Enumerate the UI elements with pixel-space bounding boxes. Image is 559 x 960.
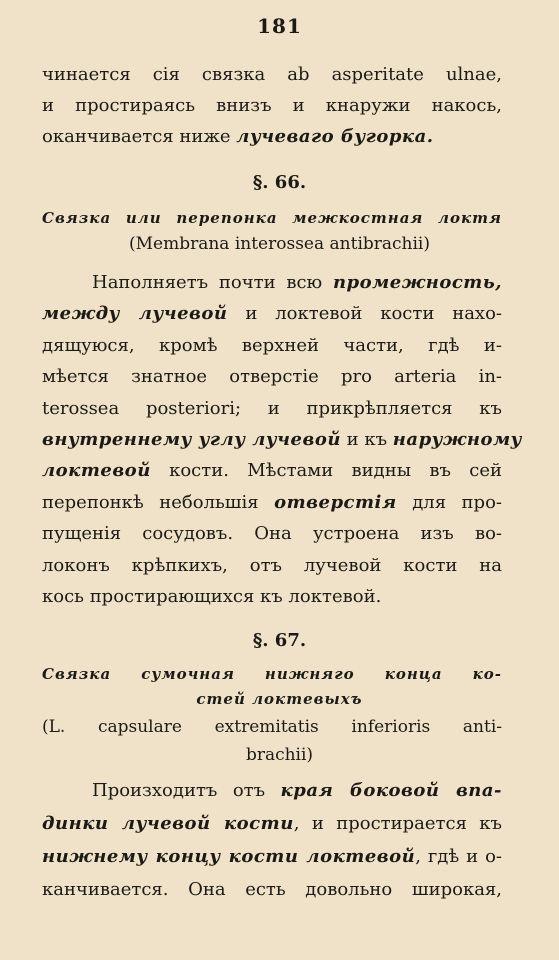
italic-term: нижнему концу кости локтевой <box>42 846 416 867</box>
section-heading-67-cont: стей локтевыхъ <box>196 690 363 708</box>
text-line <box>42 429 522 451</box>
text-line: кось простирающихся къ локтевой. <box>42 586 382 607</box>
text-line <box>92 780 502 802</box>
text-run: оканчивается ниже <box>42 126 237 147</box>
italic-term: отверстія <box>274 491 397 513</box>
text-line <box>42 523 502 545</box>
text-run: локонъ крѣпкихъ, отъ лучевой кости на <box>42 554 502 576</box>
text-run: terossea posteriori; и прикрѣпляется къ <box>42 397 502 419</box>
text-run: , и простирается къ <box>293 813 503 834</box>
text-line: чинается сія связка ab asperitate ulnae, <box>42 64 502 85</box>
text-line <box>42 366 502 388</box>
italic-term: локтевой <box>42 460 151 482</box>
text-line <box>42 879 502 901</box>
section-heading-67: Связка сумочная нижняго конца ко- <box>42 665 502 683</box>
section-heading-66: Связка или перепонка межкостная локтя <box>42 209 502 227</box>
italic-term: промежность, <box>332 272 502 293</box>
text-line <box>42 335 502 357</box>
text-run: канчивается. Она есть довольно широкая, <box>42 879 502 900</box>
text-line: и простираясь внизъ и кнаружи накось, <box>42 95 502 116</box>
italic-term: внутреннему углу лучевой <box>42 429 341 450</box>
latin-name-66: (Membrana interossea antibrachii) <box>128 234 430 254</box>
text-run: , гдѣ и о- <box>415 846 502 867</box>
italic-term: динки лучевой кости <box>42 813 294 834</box>
latin-name-67: (L. capsulare extremitatis inferioris anti- <box>42 717 502 737</box>
page-number: 181 <box>257 14 302 38</box>
text-run: перепонкѣ небольшія <box>42 491 275 513</box>
italic-term: наружному <box>392 429 522 450</box>
text-run: и къ <box>340 429 393 450</box>
text-line <box>42 555 502 577</box>
text-line <box>42 460 502 482</box>
text-run: пущенія сосудовъ. Она устроена изъ во- <box>42 523 502 545</box>
text-run: мѣется знатное отверстіе pro arteria in- <box>42 366 502 388</box>
italic-term: лучеваго бугорка. <box>236 126 434 147</box>
italic-term: края боковой впа- <box>280 780 502 801</box>
text-line <box>42 492 502 514</box>
text-run: Произходитъ отъ <box>92 780 281 801</box>
text-line <box>42 303 502 325</box>
text-line <box>42 813 502 835</box>
italic-term: между лучевой <box>42 303 228 325</box>
text-line <box>92 272 502 294</box>
section-number-67: §. 67. <box>252 630 307 651</box>
text-run: кости. Мѣстами видны въ сей <box>150 460 502 482</box>
text-run: Наполняетъ почти всю <box>92 272 333 293</box>
text-run: дящуюся, кромѣ верхней части, гдѣ и- <box>42 334 502 356</box>
text-line <box>42 846 502 868</box>
text-line <box>42 398 502 420</box>
text-run: и локтевой кости нахо- <box>227 303 502 325</box>
section-number-66: §. 66. <box>252 172 307 193</box>
text-line <box>42 126 434 148</box>
latin-name-67-cont: brachii) <box>245 745 314 765</box>
text-run: для про- <box>396 491 502 513</box>
